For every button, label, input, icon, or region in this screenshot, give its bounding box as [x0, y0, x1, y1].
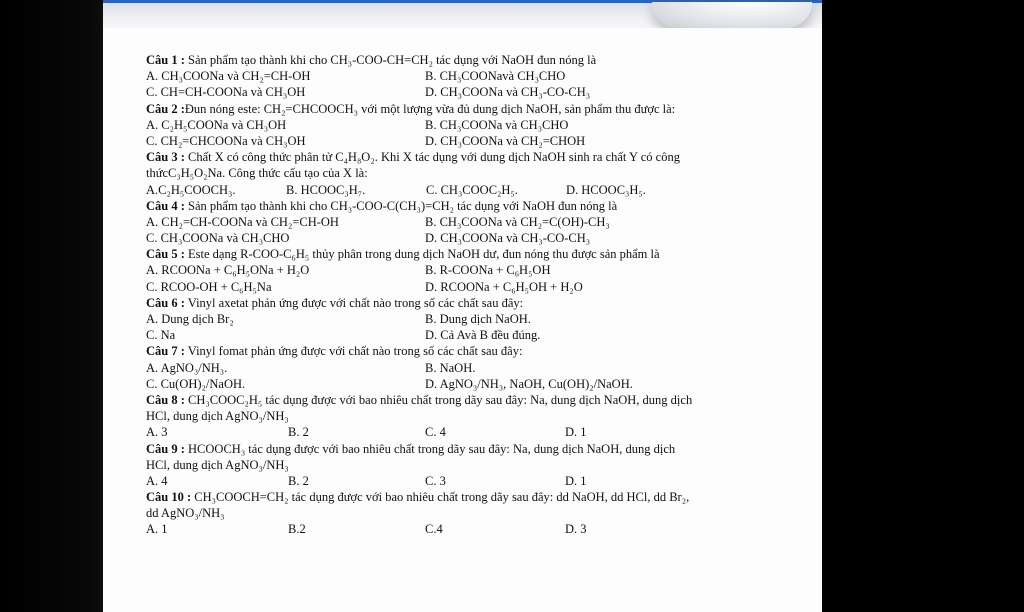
question-label: Câu 1 : [146, 53, 185, 67]
question-text-continued: HCl, dung dịch AgNO₃/NH₃ [146, 457, 289, 472]
question-label: Câu 2 : [146, 101, 185, 116]
option-d: D. Cả Avà B đều đúng. [425, 328, 541, 343]
options-row [146, 521, 818, 537]
option-c: C.4 [425, 522, 443, 537]
options-row [146, 327, 818, 343]
option-b: B. NaOH. [425, 360, 476, 375]
option-a: A. Dung dịch Br₂ [146, 312, 234, 326]
left-black-margin [0, 0, 103, 612]
option-c: C. CH₃COOC₂H₅. [426, 182, 518, 197]
option-a: A.C₂H₅COOCH₃. [146, 182, 236, 197]
question-4 [146, 198, 818, 214]
question-label: Câu 4 : [146, 198, 185, 213]
option-d: D. CH₃COONa và CH₃-CO-CH₃ [425, 231, 591, 246]
option-b: B. HCOOC₃H₇. [286, 182, 366, 197]
option-c: C. RCOO-OH + C₆H₅Na [146, 279, 272, 294]
options-row [146, 68, 818, 84]
option-c: C. 3 [425, 473, 446, 488]
option-d: D. AgNO₃/NH₃, NaOH, Cu(OH)₂/NaOH. [425, 376, 633, 391]
question-1 [146, 52, 818, 68]
question-text: Đun nóng este: CH₂=CHCOOCH₃ với một lượng vừa đủ dung dịch NaOH, sản phẩm thu được là: [184, 101, 676, 116]
options-row [146, 182, 818, 198]
question-text: CH₃COOCH=CH₂ tác dụng được với bao nhiêu chất trong dãy sau đây: dd NaOH, dd HCl, dd Br₂, [191, 490, 690, 505]
question-label: Câu 7 : [146, 344, 185, 359]
option-c: C. Na [146, 328, 176, 343]
question-text: Sản phẩm tạo thành khi cho CH₃-COO-CH=CH₂ tác dụng với NaOH đun nóng là [184, 53, 597, 67]
option-c: C. Cu(OH)₂/NaOH. [146, 376, 246, 391]
question-list [146, 52, 818, 538]
option-c: C. 4 [425, 425, 446, 440]
question-label: Câu 6 : [146, 295, 185, 310]
option-c: C. CH₃COONa và CH₃CHO [146, 231, 290, 246]
question-text: Vinyl fomat phản ứng được với chất nào trong số các chất sau đây: [184, 344, 523, 359]
document-page [103, 28, 822, 612]
options-row [146, 376, 818, 392]
question-9 [146, 441, 818, 457]
option-b: B. Dung dịch NaOH. [425, 312, 531, 326]
question-10 [146, 489, 818, 505]
option-a: A. AgNO₃/NH₃. [146, 360, 228, 375]
option-d: D. 3 [565, 522, 587, 537]
options-row [146, 117, 818, 133]
options-row [146, 360, 818, 376]
options-row [146, 424, 818, 440]
option-b: B. 2 [288, 425, 309, 440]
question-label: Câu 9 : [146, 441, 185, 456]
question-label: Câu 5 : [146, 247, 185, 262]
option-d: D. 1 [565, 473, 587, 488]
option-b: B. CH₃COONavà CH₃CHO [425, 69, 566, 84]
option-d: D. RCOONa + C₆H₅OH + H₂O [425, 279, 583, 294]
top-glare [652, 2, 812, 28]
question-text: Este dạng R-COO-C₆H₅ thủy phân trong dung dịch NaOH dư, đun nóng thu được sản phẩm là [184, 247, 660, 262]
option-d: D. HCOOC₃H₅. [566, 182, 646, 197]
options-row [146, 214, 818, 230]
option-b: B. CH₃COONa và CH₃CHO [425, 117, 569, 132]
question-text: Sản phẩm tạo thành khi cho CH₃-COO-C(CH₃)=CH₂ tác dụng với NaOH đun nóng là [184, 198, 618, 213]
options-row [146, 230, 818, 246]
option-a: A. 3 [146, 425, 168, 440]
question-text: Chất X có công thức phân tử C₄H₈O₂. Khi X tác dụng với dung dịch NaOH sinh ra chất Y có công [184, 150, 680, 165]
question-7 [146, 343, 818, 359]
option-c: C. CH₂=CHCOONa và CH₃OH [146, 133, 306, 148]
option-a: A. RCOONa + C₆H₅ONa + H₂O [146, 263, 310, 278]
question-2 [146, 101, 818, 117]
question-label: Câu 10 : [146, 490, 192, 505]
option-a: A. CH₃COONa và CH₂=CH-OH [146, 69, 311, 84]
option-a: A. 4 [146, 473, 168, 488]
question-5 [146, 246, 818, 262]
question-3 [146, 149, 818, 165]
options-row [146, 84, 818, 100]
options-row [146, 473, 818, 489]
option-d: D. CH₃COONa và CH₂=CHOH [425, 133, 586, 148]
option-a: A. CH₂=CH-COONa và CH₂=CH-OH [146, 214, 339, 229]
right-black-margin [822, 0, 1024, 612]
question-text-continued: thứcC₃H₅O₂Na. Công thức cấu tạo của X là: [146, 166, 368, 181]
question-text-continued: dd AgNO₃/NH₃ [146, 506, 225, 521]
option-a: A. 1 [146, 522, 168, 537]
options-row [146, 133, 818, 149]
question-8 [146, 392, 818, 408]
option-a: A. C₂H₅COONa và CH₃OH [146, 117, 287, 132]
question-text: Vinyl axetat phản ứng được với chất nào trong số các chất sau đây: [184, 295, 524, 310]
question-text: CH₃COOC₂H₅ tác dụng được với bao nhiêu chất trong dãy sau đây: Na, dung dịch NaOH, dung dịch [184, 392, 693, 407]
question-label: Câu 8 : [146, 392, 185, 407]
question-text-continued: HCl, dung dịch AgNO₃/NH₃ [146, 409, 289, 424]
options-row [146, 262, 818, 278]
option-d: D. 1 [565, 425, 587, 440]
options-row [146, 311, 818, 327]
option-b: B.2 [288, 522, 306, 537]
top-window-strip [103, 0, 822, 28]
option-c: C. CH=CH-COONa và CH₃OH [146, 85, 306, 100]
question-label: Câu 3 : [146, 150, 185, 165]
question-6 [146, 295, 818, 311]
options-row [146, 279, 818, 295]
option-b: B. 2 [288, 473, 309, 488]
option-b: B. R-COONa + C₆H₅OH [425, 263, 551, 278]
question-text: HCOOCH₃ tác dụng được với bao nhiêu chất trong dãy sau đây: Na, dung dịch NaOH, dung dịch [184, 441, 676, 456]
option-d: D. CH₃COONa và CH₃-CO-CH₃ [425, 85, 591, 100]
option-b: B. CH₃COONa và CH₂=C(OH)-CH₃ [425, 214, 610, 229]
